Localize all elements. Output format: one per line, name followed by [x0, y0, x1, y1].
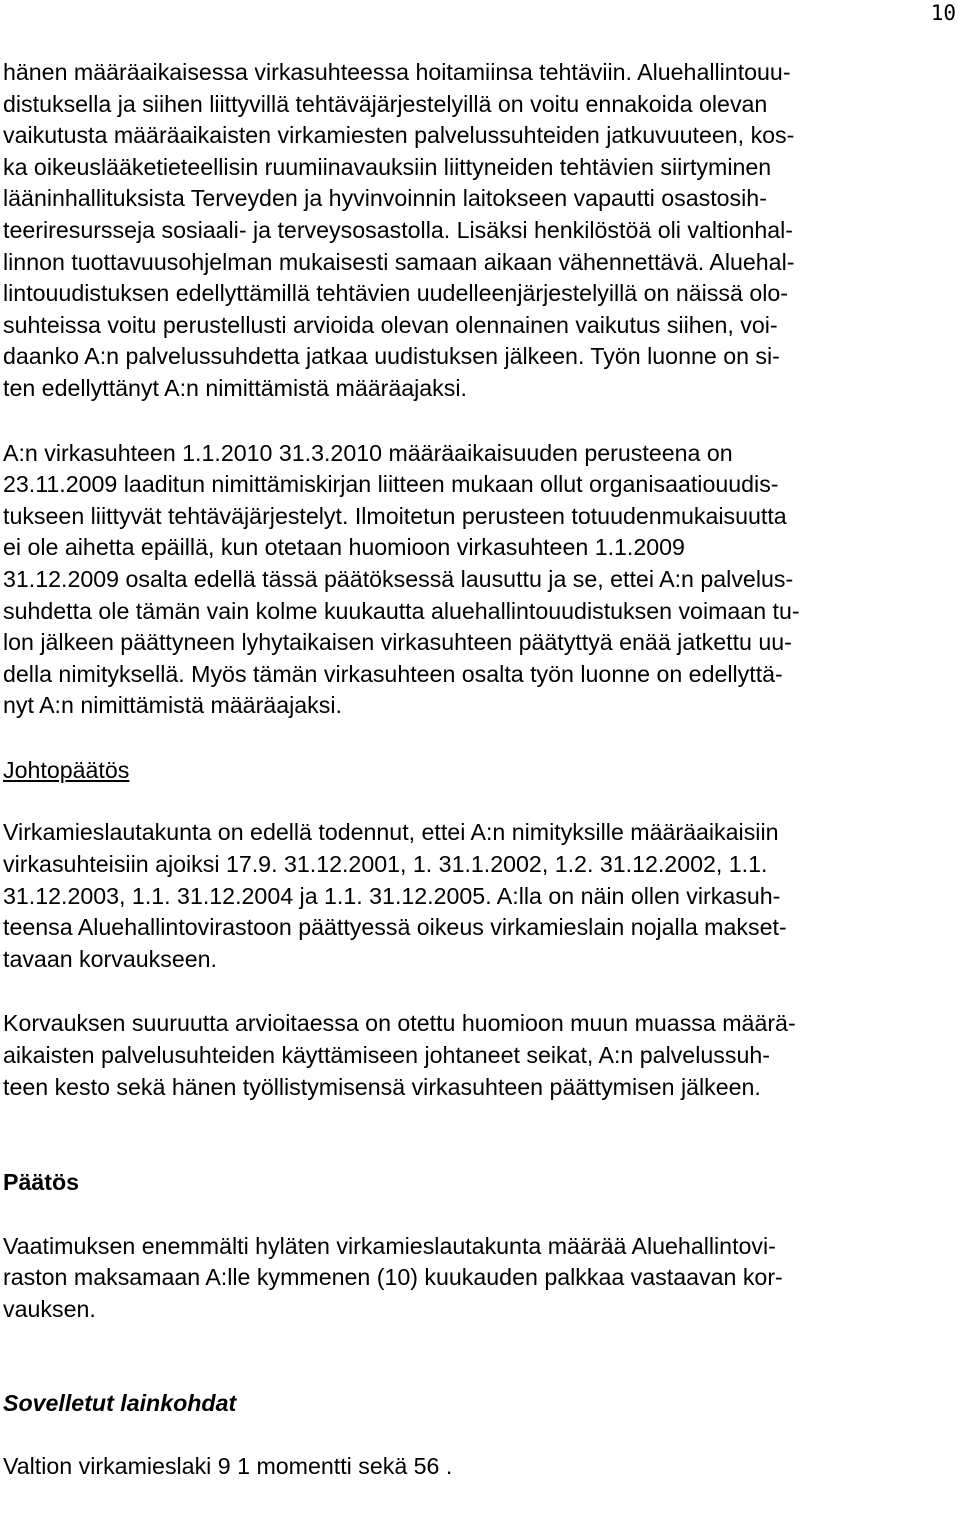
text-line: Vaatimuksen enemmälti hyläten virkamieslautakunta määrää Aluehallintovi-: [3, 1232, 776, 1259]
text-line: 31.12.2009 osalta edellä tässä päätöksessä lausuttu ja se, ettei A:n palvelus-: [3, 565, 794, 592]
text-line: Virkamieslautakunta on edellä todennut, ettei A:n nimityksille määräaikaisiin: [3, 819, 779, 846]
text-line: hänen määräaikaisessa virkasuhteessa hoitamiinsa tehtäviin. Aluehallintouu-: [3, 59, 791, 85]
text-line: Valtion virkamieslaki 9 1 momentti sekä 56 .: [3, 1453, 453, 1480]
text-line: distuksella ja siihen liittyvillä tehtäväjärjestelyillä on voitu ennakoida olevan: [3, 90, 768, 117]
text-line: aikaisten palvelusuhteiden käyttämiseen johtaneet seikat, A:n palvelussuh-: [3, 1042, 770, 1069]
text-line: nyt A:n nimittämistä määräajaksi.: [3, 692, 342, 719]
paragraph-johtopaatos: [3, 817, 953, 975]
text-line: suhdetta ole tämän vain kolme kuukautta aluehallintouudistuksen voimaan tu-: [3, 597, 800, 624]
text-line: vaikutusta määräaikaisten virkamiesten palvelussuhteiden jatkuvuuteen, kos-: [3, 122, 795, 149]
text-line: ten edellyttänyt A:n nimittämistä määräajaksi.: [3, 374, 467, 401]
text-line: daanko A:n palvelussuhdetta jatkaa uudistuksen jälkeen. Työn luonne on si-: [3, 343, 780, 370]
paragraph-lainkohdat: [3, 1451, 953, 1483]
text-line: lon jälkeen päättyneen lyhytaikaisen virkasuhteen päätyttyä enää jatkettu uu-: [3, 629, 792, 656]
text-line: ka oikeuslääketieteellisin ruumiinavauksiin liittyneiden tehtävien siirtyminen: [3, 153, 772, 180]
text-line: raston maksamaan A:lle kymmenen (10) kuukauden palkkaa vastaavan kor-: [3, 1264, 783, 1291]
paragraph-paatos: [3, 1231, 953, 1326]
paragraph-korvaus: [3, 1008, 953, 1103]
paragraph-intro: [3, 57, 953, 405]
text-line: suhteissa voitu perustellusti arvioida olevan olennainen vaikutus siihen, voi-: [3, 311, 778, 338]
text-line: ei ole aihetta epäillä, kun otetaan huomioon virkasuhteen 1.1.2009: [3, 534, 685, 561]
heading-johtopaatos: Johtopäätös: [3, 756, 130, 783]
text-line: virkasuhteisiin ajoiksi 17.9. 31.12.2001, 1. 31.1.2002, 1.2. 31.12.2002, 1.1.: [3, 851, 768, 878]
text-line: lintouudistuksen edellyttämillä tehtävien uudelleenjärjestelyillä on näissä olo-: [3, 280, 788, 307]
heading-paatos: Päätös: [3, 1169, 80, 1196]
text-line: teen kesto sekä hänen työllistymisensä virkasuhteen päättymisen jälkeen.: [3, 1073, 761, 1100]
text-line: tavaan korvaukseen.: [3, 945, 217, 972]
text-line: tukseen liittyvät tehtäväjärjestelyt. Ilmoitetun perusteen totuudenmukaisuutta: [3, 502, 787, 529]
paragraph-second: [3, 438, 953, 722]
text-line: 31.12.2003, 1.1. 31.12.2004 ja 1.1. 31.12.2005. A:lla on näin ollen virkasuh-: [3, 882, 781, 909]
text-line: della nimityksellä. Myös tämän virkasuhteen osalta työn luonne on edellyttä-: [3, 660, 783, 687]
text-line: Korvauksen suuruutta arvioitaessa on otettu huomioon muun muassa määrä-: [3, 1010, 796, 1037]
heading-sovelletut-lainkohdat: Sovelletut lainkohdat: [3, 1389, 237, 1416]
text-line: vauksen.: [3, 1296, 96, 1322]
text-line: teensa Aluehallintovirastoon päättyessä oikeus virkamieslain nojalla makset-: [3, 914, 787, 941]
text-line: lääninhallituksista Terveyden ja hyvinvoinnin laitokseen vapautti osastosih-: [3, 185, 767, 212]
document-body: [3, 57, 953, 1483]
page-number: 10: [930, 1, 956, 25]
text-line: linnon tuottavuusohjelman mukaisesti samaan aikaan vähennettävä. Aluehal-: [3, 248, 795, 275]
text-line: 23.11.2009 laaditun nimittämiskirjan liitteen mukaan ollut organisaatiouudis-: [3, 471, 779, 498]
text-line: A:n virkasuhteen 1.1.2010 31.3.2010 määräaikaisuuden perusteena on: [3, 439, 733, 466]
text-line: teeriresursseja sosiaali- ja terveysosastolla. Lisäksi henkilöstöä oli valtionhal-: [3, 216, 794, 243]
